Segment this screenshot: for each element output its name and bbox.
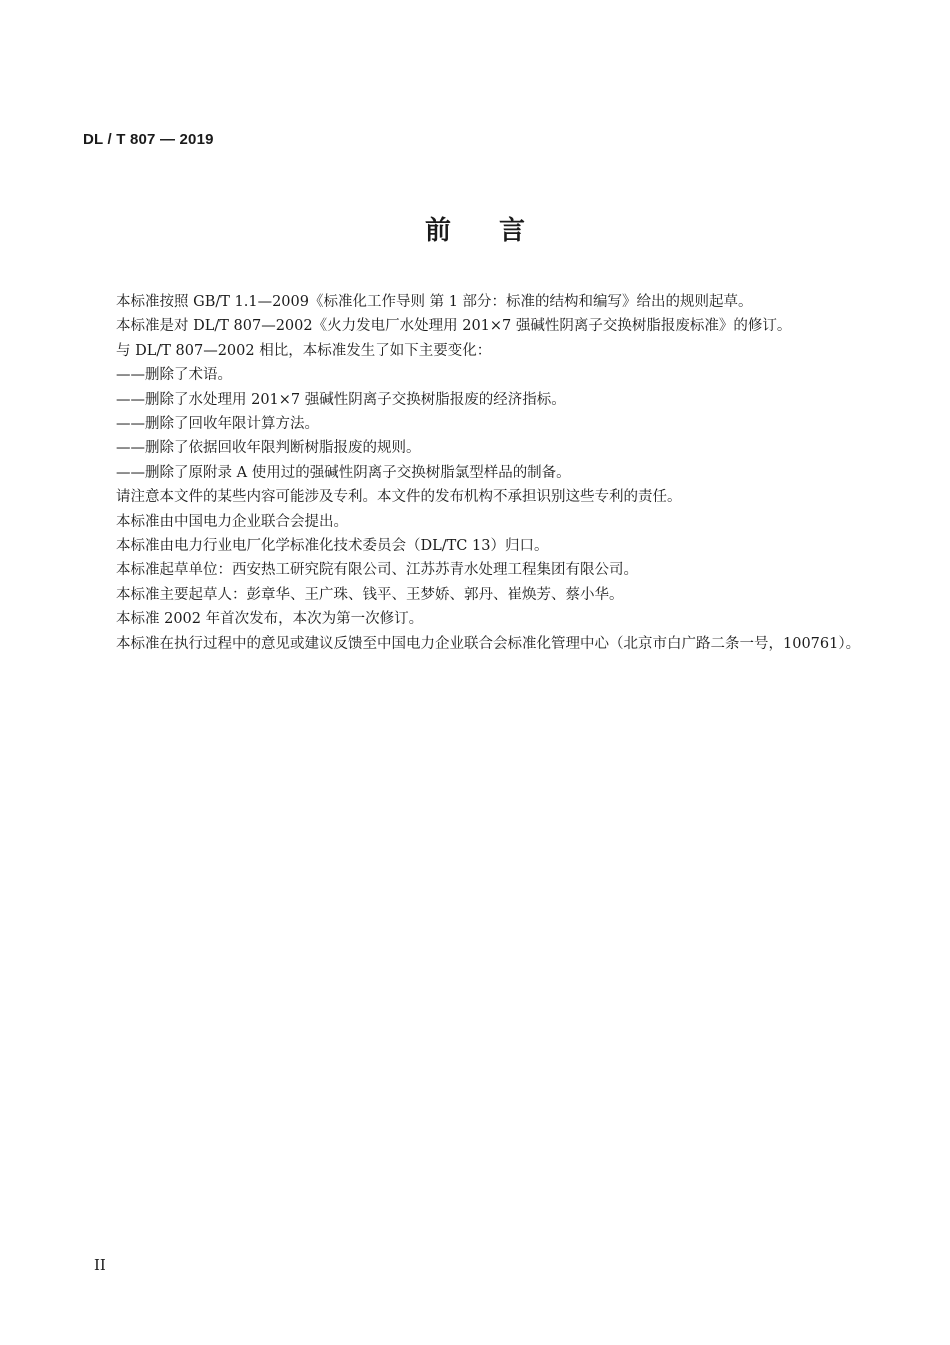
paragraph-committee: 本标准由电力行业电厂化学标准化技术委员会（DL/TC 13）归口。 (116, 538, 549, 555)
paragraph-drafters: 本标准主要起草人：彭章华、王广珠、钱平、王梦娇、郭丹、崔焕芳、蔡小华。 (116, 586, 624, 603)
page-title: 前言 (424, 216, 573, 246)
document-body (83, 290, 873, 656)
standard-code: DL / T 807 — 2019 (83, 131, 214, 148)
paragraph-feedback: 本标准在执行过程中的意见或建议反馈至中国电力企业联合会标准化管理中心（北京市白广路二条一号，100761）。 (116, 635, 861, 652)
paragraph-proposer: 本标准由中国电力企业联合会提出。 (116, 513, 348, 530)
paragraph-drafting-rules: 本标准按照 GB/T 1.1—2009《标准化工作导则 第 1 部分：标准的结构和编写》给出的规则起草。 (116, 294, 753, 310)
change-item: ——删除了原附录 A 使用过的强碱性阴离子交换树脂氯型样品的制备。 (116, 464, 571, 481)
paragraph-drafting-units: 本标准起草单位：西安热工研究院有限公司、江苏苏青水处理工程集团有限公司。 (116, 562, 638, 579)
page-number: II (94, 1256, 106, 1274)
paragraph-patent-notice: 请注意本文件的某些内容可能涉及专利。本文件的发布机构不承担识别这些专利的责任。 (116, 489, 682, 506)
change-item: ——删除了术语。 (116, 367, 232, 384)
change-item: ——删除了水处理用 201×7 强碱性阴离子交换树脂报废的经济指标。 (116, 391, 566, 408)
change-item: ——删除了依据回收年限判断树脂报废的规则。 (116, 440, 421, 457)
change-item: ——删除了回收年限计算方法。 (116, 416, 319, 433)
paragraph-history: 本标准 2002 年首次发布，本次为第一次修订。 (116, 611, 424, 628)
paragraph-changes-intro: 与 DL/T 807—2002 相比，本标准发生了如下主要变化： (116, 342, 492, 359)
paragraph-revision: 本标准是对 DL/T 807—2002《火力发电厂水处理用 201×7 强碱性阴离子交换树脂报废标准》的修订。 (116, 318, 792, 335)
